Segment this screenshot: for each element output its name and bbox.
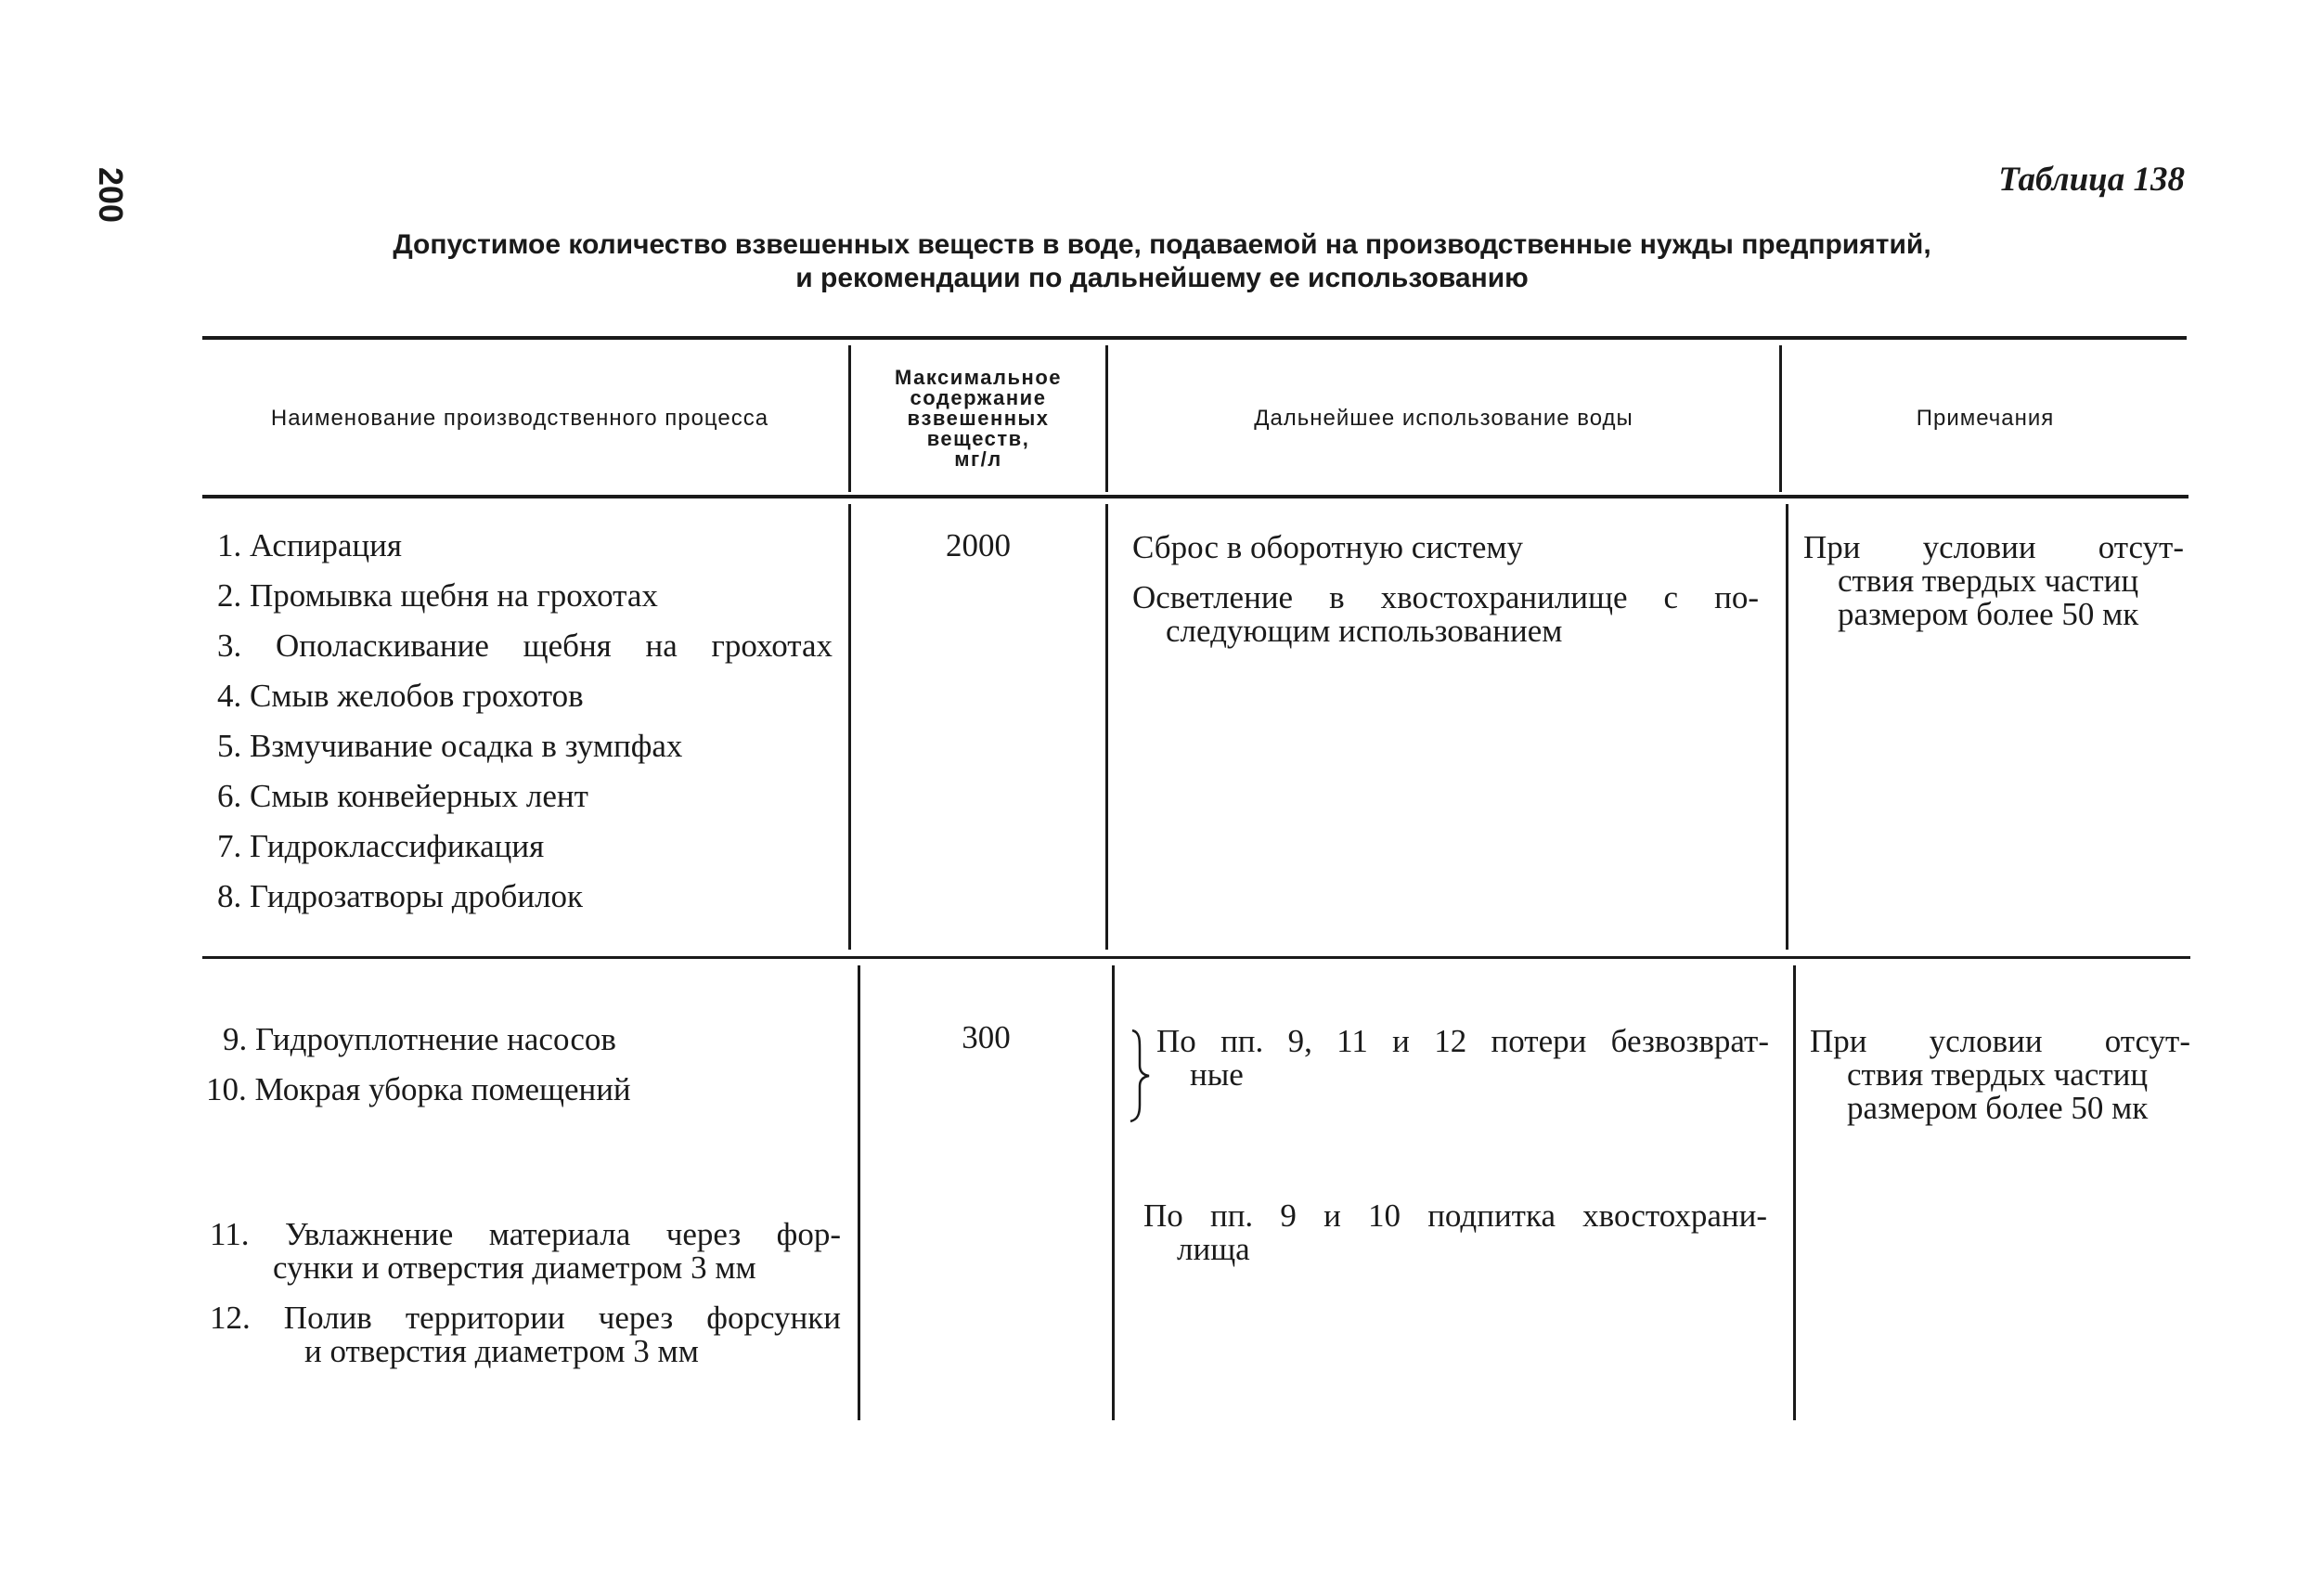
group1-process-6: 6. Смыв конвейерных лент <box>217 778 588 814</box>
header-max-content <box>851 349 1105 488</box>
group1-use-clarification-line-1: Осветление в хвостохранилище с по- <box>1132 579 1759 615</box>
group1-use-clarification-line-2: следующим использованием <box>1166 613 1563 649</box>
curly-brace-icon <box>1127 1029 1153 1123</box>
group1-max-value: 2000 <box>946 527 1011 563</box>
group1-divider-2 <box>1105 504 1108 950</box>
header-further-use-text: Дальнейшее использование воды <box>1254 405 1633 431</box>
group1-divider-1 <box>848 504 851 950</box>
header-further-use <box>1108 343 1779 492</box>
table-title <box>186 228 2138 295</box>
group1-note-line-3: размером более 50 мк <box>1838 596 2139 632</box>
group2-note-line-3: размером более 50 мк <box>1847 1090 2149 1126</box>
group1-note-line-2: ствия твердых частиц <box>1838 563 2139 599</box>
group1-note-line-1: При условии отсут- <box>1803 529 2184 565</box>
header-max-content-line-2: содержание <box>910 386 1047 409</box>
group2-use-loss-line-2: ные <box>1190 1056 1244 1093</box>
group2-use-loss-line-1: По пп. 9, 11 и 12 потери безвозврат- <box>1156 1023 1769 1059</box>
group2-process-12-line-2: и отверстия диаметром 3 мм <box>304 1333 699 1369</box>
group2-max-value: 300 <box>962 1019 1011 1055</box>
table-title-line-1: Допустимое количество взвешенных веществ в воде, подаваемой на производственные нужды предприятий, <box>393 229 1931 260</box>
group2-divider-3 <box>1793 965 1796 1420</box>
group2-process-9: 9. Гидроуплотнение насосов <box>223 1021 616 1057</box>
group2-use-recharge-line-2: лища <box>1177 1231 1250 1267</box>
header-max-content-line-1: Максимальное <box>895 366 1062 389</box>
group1-process-4: 4. Смыв желобов грохотов <box>217 678 584 714</box>
group1-use-discharge: Сброс в оборотную систему <box>1132 529 1524 565</box>
group2-process-12-line-1: 12. Полив территории через форсунки <box>210 1300 841 1336</box>
header-notes <box>1782 343 2188 492</box>
curly-brace-path <box>1130 1030 1149 1121</box>
header-process-text: Наименование производственного процесса <box>270 405 769 431</box>
group2-process-10: 10. Мокрая уборка помещений <box>206 1071 631 1107</box>
group1-process-8: 8. Гидрозатворы дробилок <box>217 878 584 914</box>
group-separator-rule <box>202 956 2190 959</box>
group1-process-3: 3. Ополаскивание щебня на грохотах <box>217 628 833 664</box>
table-label: Таблица 138 <box>1998 161 2185 199</box>
group2-note-line-1: При условии отсут- <box>1810 1023 2190 1059</box>
group1-process-5: 5. Взмучивание осадка в зумпфах <box>217 728 683 764</box>
header-max-content-line-3: взвешенных <box>907 407 1050 430</box>
header-max-content-line-4: веществ, <box>926 427 1030 450</box>
group1-process-2: 2. Промывка щебня на грохотах <box>217 577 658 614</box>
header-max-content-line-5: мг/л <box>954 447 1002 471</box>
group2-process-11-line-1: 11. Увлажнение материала через фор- <box>210 1216 841 1252</box>
group1-process-1: 1. Аспирация <box>217 527 402 563</box>
table-title-line-2: и рекомендации по дальнейшему ее использованию <box>795 263 1529 293</box>
header-notes-text: Примечания <box>1916 405 2055 431</box>
group2-use-recharge-line-1: По пп. 9 и 10 подпитка хвостохрани- <box>1143 1197 1767 1234</box>
table-top-rule <box>202 336 2187 340</box>
group1-divider-3 <box>1786 504 1788 950</box>
group1-process-7: 7. Гидроклассификация <box>217 828 545 864</box>
group2-process-11-line-2: сунки и отверстия диаметром 3 мм <box>273 1249 756 1286</box>
header-process <box>269 343 770 492</box>
page-number: 200 <box>92 167 130 224</box>
group2-note-line-2: ствия твердых частиц <box>1847 1056 2149 1093</box>
group2-divider-2 <box>1112 965 1115 1420</box>
header-bottom-rule <box>202 495 2188 498</box>
